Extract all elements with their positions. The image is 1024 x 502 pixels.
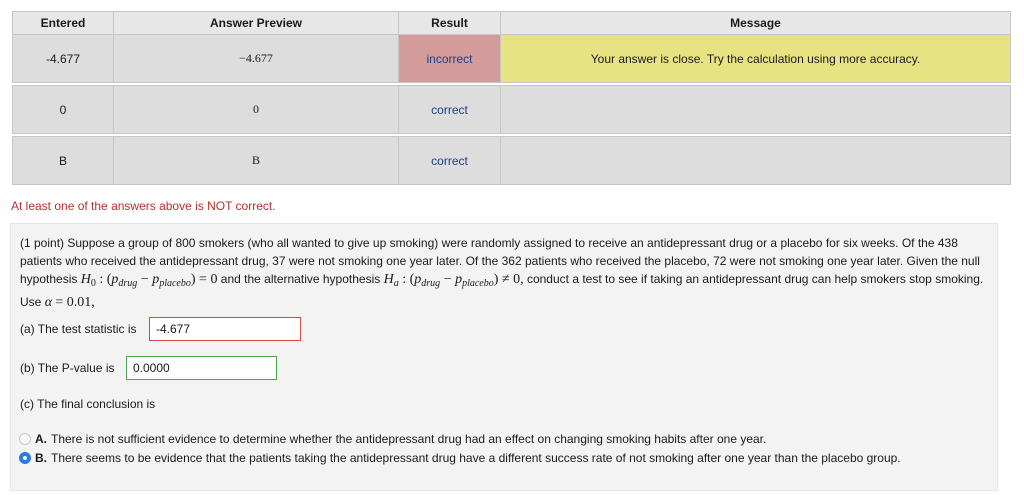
message-cell — [501, 86, 1011, 134]
alt-prefix: and the alternative hypothesis — [220, 272, 381, 286]
result-cell-correct: correct — [399, 86, 501, 134]
entered-cell: B — [13, 137, 114, 185]
part-c-label: (c) The final conclusion is — [20, 397, 156, 411]
null-hypothesis: $H_0$ : $(p_{drug} - p_{placebo}) = 0$ — [80, 272, 218, 289]
result-cell-incorrect: incorrect — [399, 35, 501, 83]
header-result: Result — [399, 12, 501, 35]
results-header-row — [13, 12, 1011, 35]
problem-panel — [10, 223, 998, 491]
option-text: There is not sufficient evidence to determine whether the antidepressant drug had an effect on changing smoking habits after one year. — [51, 432, 767, 446]
header-entered: Entered — [13, 12, 114, 35]
table-row — [13, 86, 1011, 134]
option-letter: A. — [35, 432, 47, 446]
table-row — [13, 35, 1011, 83]
test-statistic-input[interactable]: -4.677 — [149, 317, 301, 341]
part-b-label: (b) The P-value is — [20, 361, 115, 375]
option-text: There seems to be evidence that the patients taking the antidepressant drug have a different success rate of not smoking after one year than the placebo group. — [51, 451, 901, 465]
preview-cell: 0 — [114, 86, 399, 134]
preview-cell: −4.677 — [114, 35, 399, 83]
alt-hypothesis: $H_a$ : $(p_{drug} - p_{placebo}) \ne 0$, — [383, 272, 524, 289]
problem-statement — [20, 234, 990, 312]
points-label: (1 point) — [20, 236, 65, 250]
option-letter: B. — [35, 451, 47, 465]
entered-cell: 0 — [13, 86, 114, 134]
alpha-expression: α = 0.01, — [44, 295, 95, 310]
radio-selected-icon[interactable] — [19, 452, 31, 464]
preview-cell: B — [114, 137, 399, 185]
option-b[interactable] — [19, 451, 901, 465]
header-answer-preview: Answer Preview — [114, 12, 399, 35]
null-prefix: Given the null hypothesis — [20, 254, 980, 286]
results-table — [12, 11, 1011, 185]
p-value-input[interactable]: 0.0000 — [126, 356, 277, 380]
entered-cell: -4.677 — [13, 35, 114, 83]
radio-unselected-icon[interactable] — [19, 433, 31, 445]
option-a[interactable] — [19, 432, 766, 446]
part-a-label: (a) The test statistic is — [20, 322, 137, 336]
message-cell — [501, 137, 1011, 185]
test-suffix: conduct a test to see if taking an antidepressant drug can help smokers stop smoking. Use — [20, 272, 984, 309]
table-row — [13, 137, 1011, 185]
problem-intro: Suppose a group of 800 smokers (who all wanted to give up smoking) were randomly assigned to receive an antidepressant drug or a placebo for six weeks. Of the 438 patients who received the antidepressant drug, 37 were not smoking one year later. Of the 362 patients who received the placebo, 72 were not smoking one year later. — [20, 236, 958, 268]
feedback-message: At least one of the answers above is NOT correct. — [11, 199, 276, 213]
result-cell-correct: correct — [399, 137, 501, 185]
header-message: Message — [501, 12, 1011, 35]
message-cell: Your answer is close. Try the calculation using more accuracy. — [501, 35, 1011, 83]
